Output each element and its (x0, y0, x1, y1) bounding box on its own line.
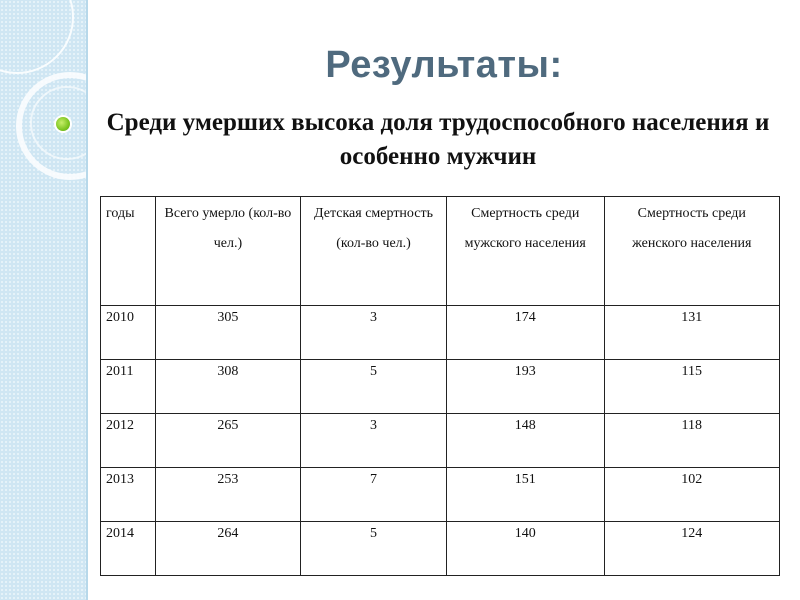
header-cell: годы (101, 197, 156, 306)
table-cell: 124 (604, 522, 779, 576)
table-row (101, 414, 780, 468)
decorative-sidebar (0, 0, 88, 600)
table-cell: 253 (155, 468, 300, 522)
sidebar-divider (86, 0, 88, 600)
mortality-table (100, 196, 780, 576)
table-row (101, 360, 780, 414)
table-cell: 265 (155, 414, 300, 468)
table-cell: 264 (155, 522, 300, 576)
table-cell: 140 (446, 522, 604, 576)
table-cell: 2010 (101, 306, 156, 360)
table-cell: 118 (604, 414, 779, 468)
header-cell: Всего умерло (кол-во чел.) (155, 197, 300, 306)
slide-subtitle: Среди умерших высока доля трудоспособного населения и особенно мужчин (106, 109, 770, 170)
table-cell: 2014 (101, 522, 156, 576)
table-cell: 174 (446, 306, 604, 360)
table-cell: 3 (301, 414, 447, 468)
table-cell: 151 (446, 468, 604, 522)
table-cell: 2013 (101, 468, 156, 522)
header-cell: Смертность среди женского населения (604, 197, 779, 306)
table-cell: 2011 (101, 360, 156, 414)
table-row (101, 468, 780, 522)
table-cell: 308 (155, 360, 300, 414)
table-cell: 148 (446, 414, 604, 468)
table-cell: 193 (446, 360, 604, 414)
page-title: Результаты: (325, 44, 563, 86)
header-cell: Смертность среди мужского населения (446, 197, 604, 306)
table-cell: 5 (301, 522, 447, 576)
green-dot-icon (56, 117, 70, 131)
table-cell: 102 (604, 468, 779, 522)
table-cell: 131 (604, 306, 779, 360)
table-cell: 5 (301, 360, 447, 414)
table-cell: 2012 (101, 414, 156, 468)
table-cell: 7 (301, 468, 447, 522)
table-header-row (101, 197, 780, 306)
table-cell: 115 (604, 360, 779, 414)
header-cell: Детская смертность (кол-во чел.) (301, 197, 447, 306)
table-row (101, 306, 780, 360)
table-row (101, 522, 780, 576)
decorative-ring-icon (0, 0, 74, 74)
table-cell: 3 (301, 306, 447, 360)
table-cell: 305 (155, 306, 300, 360)
